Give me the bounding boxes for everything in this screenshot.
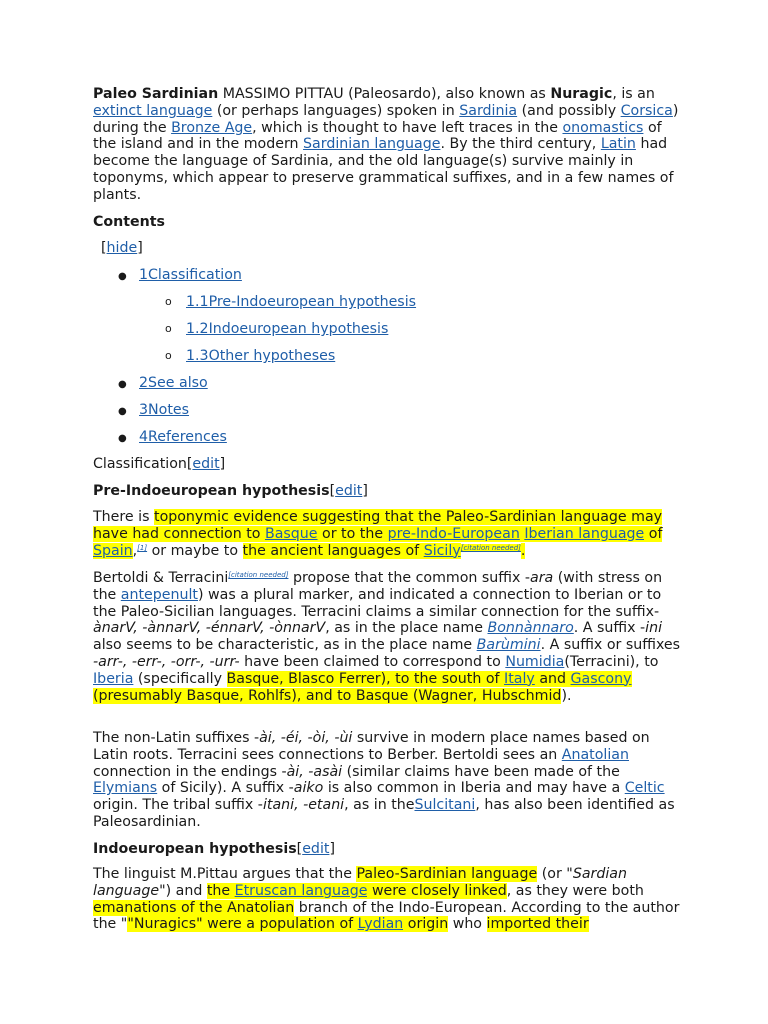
- pre-paragraph-3: The non-Latin suffixes -ài, -éi, -òi, -ùi survive in modern place names based on Latin roots. Terracini sees connections to Berber. Bertoldi sees an Anatolian connection in the endings -ài, -asài (similar claims have been made of the Elymians of Sicily). A suffix -aiko is also common in Iberia and may have a Celtic origin. The tribal suffix -itani, -etani, as in theSulcitani, has also been identified as Paleosardinian.: [93, 730, 675, 830]
- pre-paragraph-2: Bertoldi & Terracini[citation needed] propose that the common suffix -ara (with stress on the antepenult) was a plural marker, and indicated a connection to Iberian or to the Paleo-Sicilian languages. Terracini claims a similar connection for the suffix-ànarV, -ànnarV, -énnarV, -ònnarV, as in the place name Bonnànnaro. A suffix -ini also seems to be characteristic, as in the place name Barùmini. A suffix or suffixes -arr-, -err-, -orr-, -urr- have been claimed to correspond to Numidia(Terracini), to Iberia (specifically Basque, Blasco Ferrer), to the south of Italy and Gascony (presumably Basque, Rohlfs), and to Basque (Wagner, Hubschmid).: [93, 570, 681, 704]
- toc-item-other-hypotheses[interactable]: 1.3Other hypotheses: [186, 348, 336, 364]
- toc-item-indoeuropean[interactable]: 1.2Indoeuropean hypothesis: [186, 321, 389, 337]
- article-title-bold: Paleo Sardinian: [93, 86, 219, 102]
- link-corsica[interactable]: Corsica: [620, 102, 673, 119]
- toc-item-notes[interactable]: 3Notes: [139, 402, 190, 418]
- bullet-circle: o: [165, 295, 172, 308]
- pre-indoeuropean-heading: Pre-Indoeuropean hypothesis[edit]: [93, 483, 368, 499]
- link-sicily[interactable]: Sicily: [423, 542, 461, 559]
- footnote-1[interactable]: [1]: [137, 543, 148, 552]
- edit-link-pre-indoeuropean[interactable]: edit: [335, 483, 363, 499]
- bullet-dot: ●: [118, 379, 127, 390]
- toc-item-classification[interactable]: 1Classification: [139, 267, 242, 283]
- bullet-circle: o: [165, 322, 172, 335]
- edit-link-classification[interactable]: edit: [192, 456, 220, 472]
- link-sulcitani[interactable]: Sulcitani: [414, 797, 476, 814]
- nuragic-bold: Nuragic: [550, 86, 613, 102]
- link-antepenult[interactable]: antepenult: [120, 586, 198, 603]
- edit-link-indoeuropean[interactable]: edit: [302, 841, 330, 857]
- contents-heading: Contents: [93, 214, 165, 230]
- bullet-dot: ●: [118, 271, 127, 282]
- toc-item-references[interactable]: 4References: [139, 429, 227, 445]
- link-anatolian[interactable]: Anatolian: [561, 746, 629, 763]
- citation-needed[interactable]: [citation needed]: [228, 571, 289, 579]
- bullet-dot: ●: [118, 433, 127, 444]
- indoeuropean-heading: Indoeuropean hypothesis[edit]: [93, 841, 335, 857]
- link-bronze-age[interactable]: Bronze Age: [171, 119, 253, 136]
- citation-needed[interactable]: [citation needed]: [460, 543, 521, 552]
- bullet-circle: o: [165, 349, 172, 362]
- toc-item-see-also[interactable]: 2See also: [139, 375, 208, 391]
- link-latin[interactable]: Latin: [600, 136, 636, 153]
- link-numidia[interactable]: Numidia: [505, 653, 565, 670]
- bullet-dot: ●: [118, 406, 127, 417]
- classification-heading: Classification[edit]: [93, 456, 226, 472]
- link-sardinia[interactable]: Sardinia: [459, 102, 518, 119]
- link-celtic[interactable]: Celtic: [624, 780, 665, 797]
- link-sardinian-language[interactable]: Sardinian language: [303, 136, 441, 153]
- link-spain[interactable]: Spain: [93, 542, 133, 559]
- link-extinct-language[interactable]: extinct language: [93, 102, 213, 119]
- toc-item-pre-indoeuropean[interactable]: 1.1Pre-Indoeuropean hypothesis: [186, 294, 417, 310]
- link-pre-indo-european[interactable]: pre-Indo-European: [387, 525, 520, 542]
- link-bonnannaro[interactable]: Bonnànnaro: [487, 620, 574, 637]
- link-basque[interactable]: Basque: [264, 525, 318, 542]
- intro-paragraph: Paleo Sardinian MASSIMO PITTAU (Paleosardo), also known as Nuragic, is an extinct language (or perhaps languages) spoken in Sardinia (and possibly Corsica) during the Bronze Age, which is thought to have left traces in the onomastics of the island and in the modern Sardinian language. By the third century, Latin had become the language of Sardinia, and the old language(s) survive mainly in toponyms, which appear to preserve grammatical suffixes, and in a few names of plants.: [93, 86, 679, 203]
- pre-paragraph-1: There is toponymic evidence suggesting that the Paleo-Sardinian language may have had connection to Basque or to the pre-Indo-European Iberian language of Spain,[1] or maybe to the ancient languages of Sicily[citation needed].: [93, 509, 663, 559]
- link-onomastics[interactable]: onomastics: [562, 119, 644, 136]
- link-barumini[interactable]: Barùmini: [476, 637, 541, 654]
- link-lydian[interactable]: Lydian: [357, 916, 404, 933]
- link-iberia[interactable]: Iberia: [93, 670, 134, 687]
- link-iberian-language[interactable]: Iberian language: [524, 525, 645, 542]
- indo-paragraph-1: The linguist M.Pittau argues that the Paleo-Sardinian language (or "Sardian language") and the Etruscan language were closely linked, as they were both emanations of the Anatolian branch of the Indo-European. According to the author the ""Nuragics" were a population of Lydian origin who imported their: [93, 866, 680, 933]
- hide-link[interactable]: hide: [106, 240, 138, 256]
- link-italy[interactable]: Italy: [504, 670, 535, 687]
- toc-hide-toggle: [hide]: [101, 240, 143, 256]
- link-etruscan-language[interactable]: Etruscan language: [234, 882, 368, 899]
- link-elymians[interactable]: Elymians: [93, 780, 158, 797]
- link-gascony[interactable]: Gascony: [570, 670, 632, 687]
